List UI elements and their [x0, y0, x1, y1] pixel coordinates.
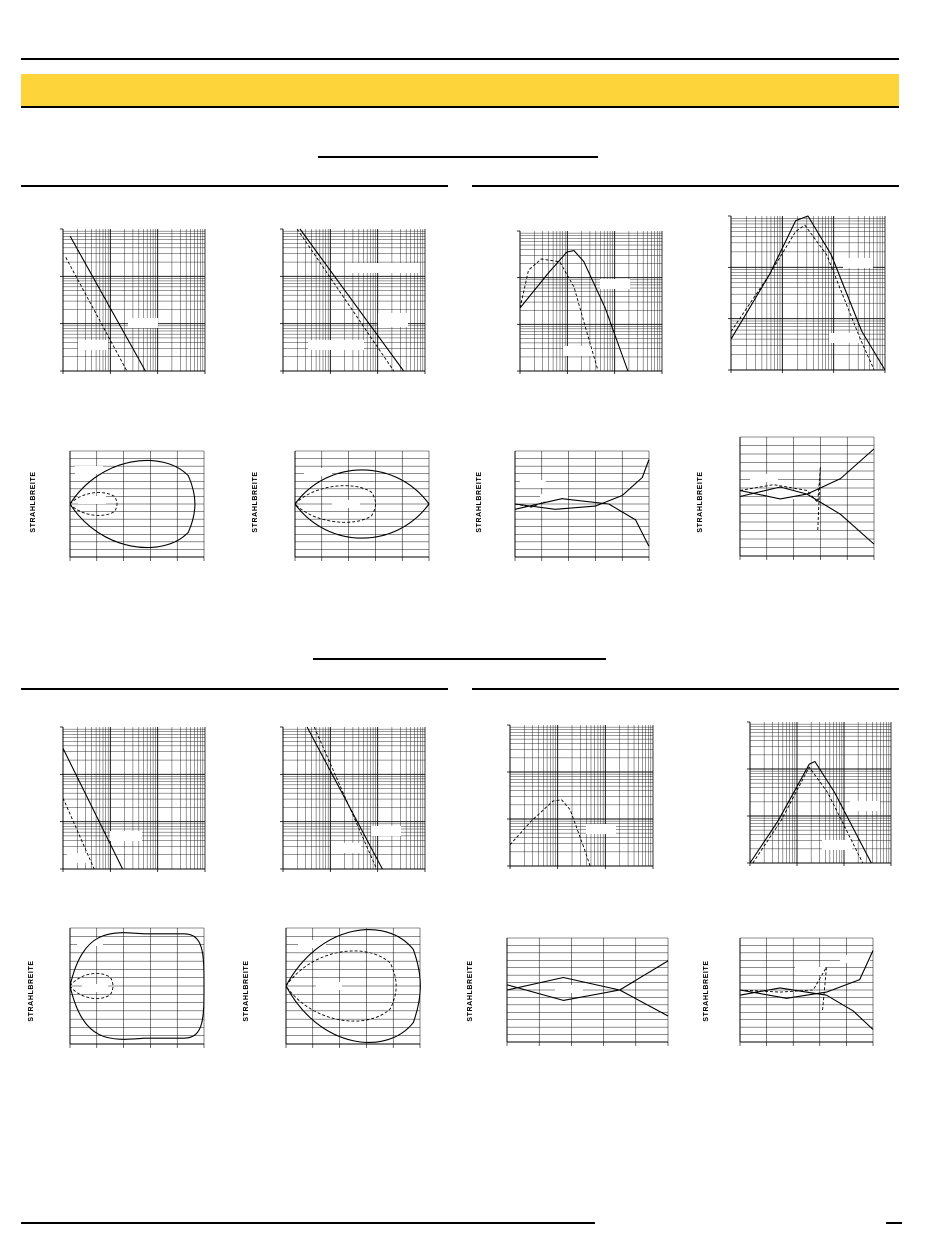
label-box — [563, 346, 593, 356]
label-box — [78, 496, 106, 504]
chart-s2-c1 — [63, 727, 205, 869]
header-banner — [21, 74, 899, 108]
label-box — [78, 340, 108, 350]
series-dashed — [510, 800, 590, 866]
label-box — [352, 263, 418, 273]
chart-s1-c8 — [740, 437, 874, 556]
label-box — [850, 801, 880, 811]
label-box — [308, 340, 364, 350]
chart-grid — [60, 229, 205, 374]
chart-grid — [740, 437, 874, 560]
series-solid — [750, 762, 871, 864]
chart-s2-c2 — [283, 727, 425, 869]
label-box — [750, 474, 778, 482]
axis-label-strahlbreite: STRAHLBREITE — [252, 471, 259, 533]
chart-s2-c4 — [750, 722, 891, 863]
chart-s2-c5 — [70, 928, 204, 1044]
series-solid-a — [740, 487, 874, 544]
chart-grid — [747, 722, 891, 866]
axis-label-strahlbreite: STRAHLBREITE — [703, 960, 710, 1022]
chart-s1-c5 — [70, 451, 204, 557]
axis-label-strahlbreite: STRAHLBREITE — [28, 960, 35, 1022]
series-solid — [63, 748, 123, 869]
bottom-rule — [21, 1222, 595, 1224]
label-box — [298, 940, 326, 948]
chart-grid — [507, 725, 653, 869]
section1-right-rule — [472, 185, 899, 187]
axis-label-strahlbreite: STRAHLBREITE — [467, 960, 474, 1022]
label-box — [110, 831, 142, 841]
series-solid — [70, 236, 145, 371]
chart-s1-c6 — [295, 451, 429, 557]
label-box — [600, 279, 630, 289]
chart-s2-c3 — [510, 725, 653, 866]
series-dashed — [731, 225, 874, 370]
axis-label-strahlbreite: STRAHLBREITE — [476, 471, 483, 533]
chart-s2-c6 — [286, 928, 420, 1044]
label-box — [304, 468, 332, 476]
chart-s1-c2 — [283, 229, 425, 371]
series-solid-a — [507, 978, 668, 1017]
label-box — [67, 853, 89, 863]
label-box — [378, 313, 408, 327]
label-box — [555, 985, 583, 993]
top-rule — [21, 58, 899, 60]
label-box — [75, 466, 103, 474]
label-box — [520, 480, 546, 488]
chart-grid — [295, 451, 429, 561]
label-box — [829, 333, 859, 343]
label-box — [371, 826, 401, 836]
label-box — [840, 955, 870, 963]
chart-grid — [728, 216, 885, 373]
section2-right-rule — [472, 688, 899, 690]
label-box — [795, 967, 825, 975]
section1-title-rule — [318, 156, 598, 158]
label-box — [332, 500, 360, 508]
series-solid-b — [507, 961, 668, 1001]
axis-label-strahlbreite: STRAHLBREITE — [30, 471, 37, 533]
series-dashed — [66, 257, 127, 371]
chart-s1-c7 — [515, 451, 649, 557]
section1-left-rule — [21, 185, 448, 187]
label-box — [316, 982, 342, 990]
chart-s1-c4 — [731, 216, 885, 370]
section2-left-rule — [21, 688, 448, 690]
section2-title-rule — [313, 658, 606, 660]
label-box — [331, 843, 361, 853]
chart-s2-c7 — [507, 938, 668, 1042]
page-number-mark — [886, 1222, 902, 1224]
chart-grid — [60, 727, 205, 872]
label-box — [82, 984, 108, 992]
series-solid — [731, 216, 885, 370]
series-solid-a — [740, 988, 873, 1030]
label-box — [843, 258, 873, 268]
axis-label-strahlbreite: STRAHLBREITE — [697, 471, 704, 533]
label-box — [586, 824, 616, 834]
chart-s1-c1 — [63, 229, 205, 371]
chart-s1-c3 — [520, 231, 662, 371]
label-box — [822, 840, 852, 850]
chart-s2-c8 — [740, 938, 873, 1042]
axis-label-strahlbreite: STRAHLBREITE — [243, 960, 250, 1022]
label-box — [128, 318, 158, 328]
label-box — [767, 491, 795, 499]
